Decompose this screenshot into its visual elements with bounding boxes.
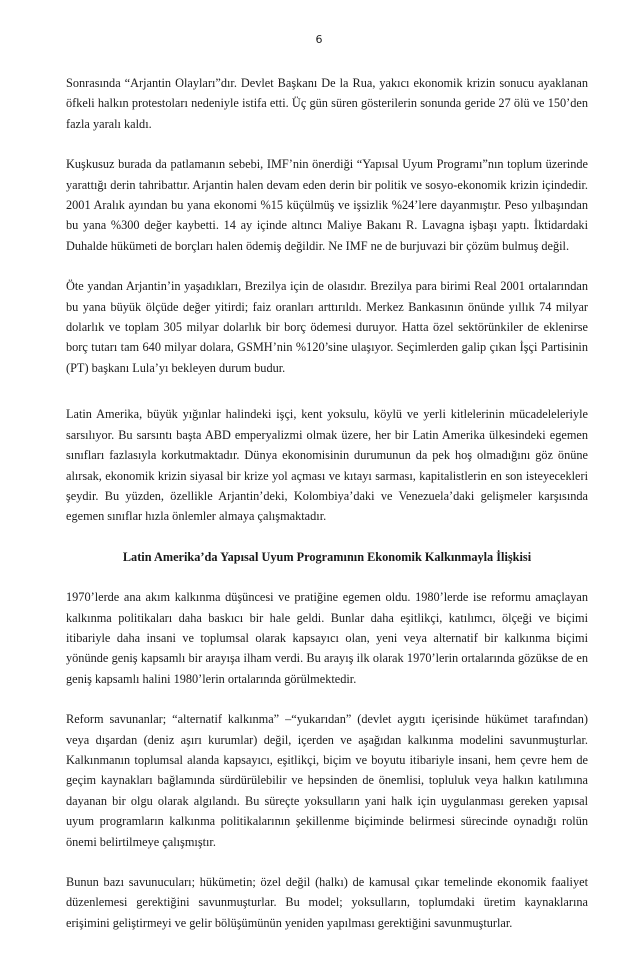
section-heading: Latin Amerika’da Yapısal Uyum Programının Ekonomik Kalkınmayla İlişkisi [122,549,532,564]
paragraph-arjantin-olaylari: Sonrasında “Arjantin Olayları”dır. Devlet Başkanı De la Rua, yakıcı ekonomik krizin sonucu ayaklanan öfkeli halkın protestoları nedeniyle istifa etti. Üç gün süren gösterilerin sonunda geride 27 ölü ve 150’den fazla yaralı kaldı. [66,76,588,131]
paragraph-savunucular: Bunun bazı savunucuları; hükümetin; özel değil (halkı) de kamusal çıkar temelinde ekonomik faaliyet düzenlemesi gerektiğini savunmuşturlar. Bu model; yoksulların, toplumdaki üretim kaynaklarına erişimini geliştirmeyi ve gelir bölüşümünün yeniden yapılması gerektiğini savunmuşturlar. [66,875,588,930]
paragraph-latin-amerika: Latin Amerika, büyük yığınlar halindeki işçi, kent yoksulu, köylü ve yerli kitlelerinin mücadeleleriyle sarsılıyor. Bu sarsıntı başta ABD emperyalizmi olmak üzere, her bir Latin Amerika ülkesindeki egemen sınıfları fazlasıyla korkutmaktadır. Dünya ekonomisinin durumunun da pek hoş olmadığını göz önüne alırsak, ekonomik krizin siyasal bir krize yol açması ve kıtayı sarması, kapitalistlerin en son isteyecekleri şeydir. Bu yüzden, özellikle Arjantin’deki, Kolombiya’daki ve Venezuela’daki gelişmeler karşısında egemen sınıflar hızla önlemler almaya çalışmaktadır. [66,407,588,524]
paragraph-reform-savunanlar: Reform savunanlar; “alternatif kalkınma” –“yukarıdan” (devlet aygıtı içerisinde hükümet tarafından) veya dışardan (deniz aşırı kurumlar) değil, içerden ve aşağıdan kalkınma modelini savunmuşturlar. Kalkınmanın toplumsal alanda kapsayıcı, eşitlikçi, biçim ve boyutu itibariyle insani, hem çevre hem de geçim kaynakları bağlamında sürdürülebilir ve hepsinden de önemlisi, topluluk veya halkın katılımına dayanan bir olgu olarak algılandı. Bu süreçte yoksulların yani halk için uygulanması gereken yapısal uyum programların kalkınma politikalarının şekillenme biçiminde belirmesi sürecinde oynadığı rolün önemi belirtilmeye çalışmıştır. [66,712,588,849]
page-number: 6 [315,33,323,46]
paragraph-brezilya: Öte yandan Arjantin’in yaşadıkları, Brezilya için de olasıdır. Brezilya para birimi Real 2001 ortalarından bu yana büyük ölçüde değer yitirdi; faiz oranları arttırıldı. Merkez Bankasının önünde yıllık 74 milyar dolarlık ve toplam 305 milyar dolarlık bir borç ödemesi duruyor. Hatta özel sektörünkiler de eklenirse borç tutarı tam 640 milyar dolara, GSMH’nin %120’sine ulaşıyor. Seçimlerden galip çıkan İşçi Partisinin (PT) başkanı Lula’yı bekleyen durum budur. [66,279,588,375]
document-body [66,73,588,953]
paragraph-imf-yapisal-uyum: Kuşkusuz burada da patlamanın sebebi, IMF’nin önerdiği “Yapısal Uyum Programı”nın toplum üzerinde yarattığı derin tahribattır. Arjantin halen devam eden derin bir politik ve sosyo-ekonomik krizin içindedir. 2001 Aralık ayından bu yana ekonomi %15 küçülmüş ve işsizlik %24’lere dayanmıştır. Peso yılbaşından bu yana %300 değer kaybetti. 14 ay içinde altıncı Maliye Bakanı R. Lavagna işbaşı yaptı. İktidardaki Duhalde hükümeti de borçları halen ödemiş değildir. Ne IMF ne de burjuvazi bir çözüm bulmuş değil. [66,157,588,253]
paragraph-1970ler: 1970’lerde ana akım kalkınma düşüncesi ve pratiğine egemen oldu. 1980’lerde ise reformu amaçlayan kalkınma politikaları daha baskıcı bir hale geldi. Bunlar daha eşitlikçi, katılımcı, ölçeği ve biçimi itibariyle daha insani ve toplumsal olarak kapsayıcı olan, yeni veya alternatif bir kalkınma biçimi yönünde geniş kapsamlı bir arayışa ilham verdi. Bu arayış ilk olarak 1970’lerin ortalarında gözükse de en geniş kapsamlı halini 1980’lerin ortalarında görülmektedir. [66,590,588,686]
